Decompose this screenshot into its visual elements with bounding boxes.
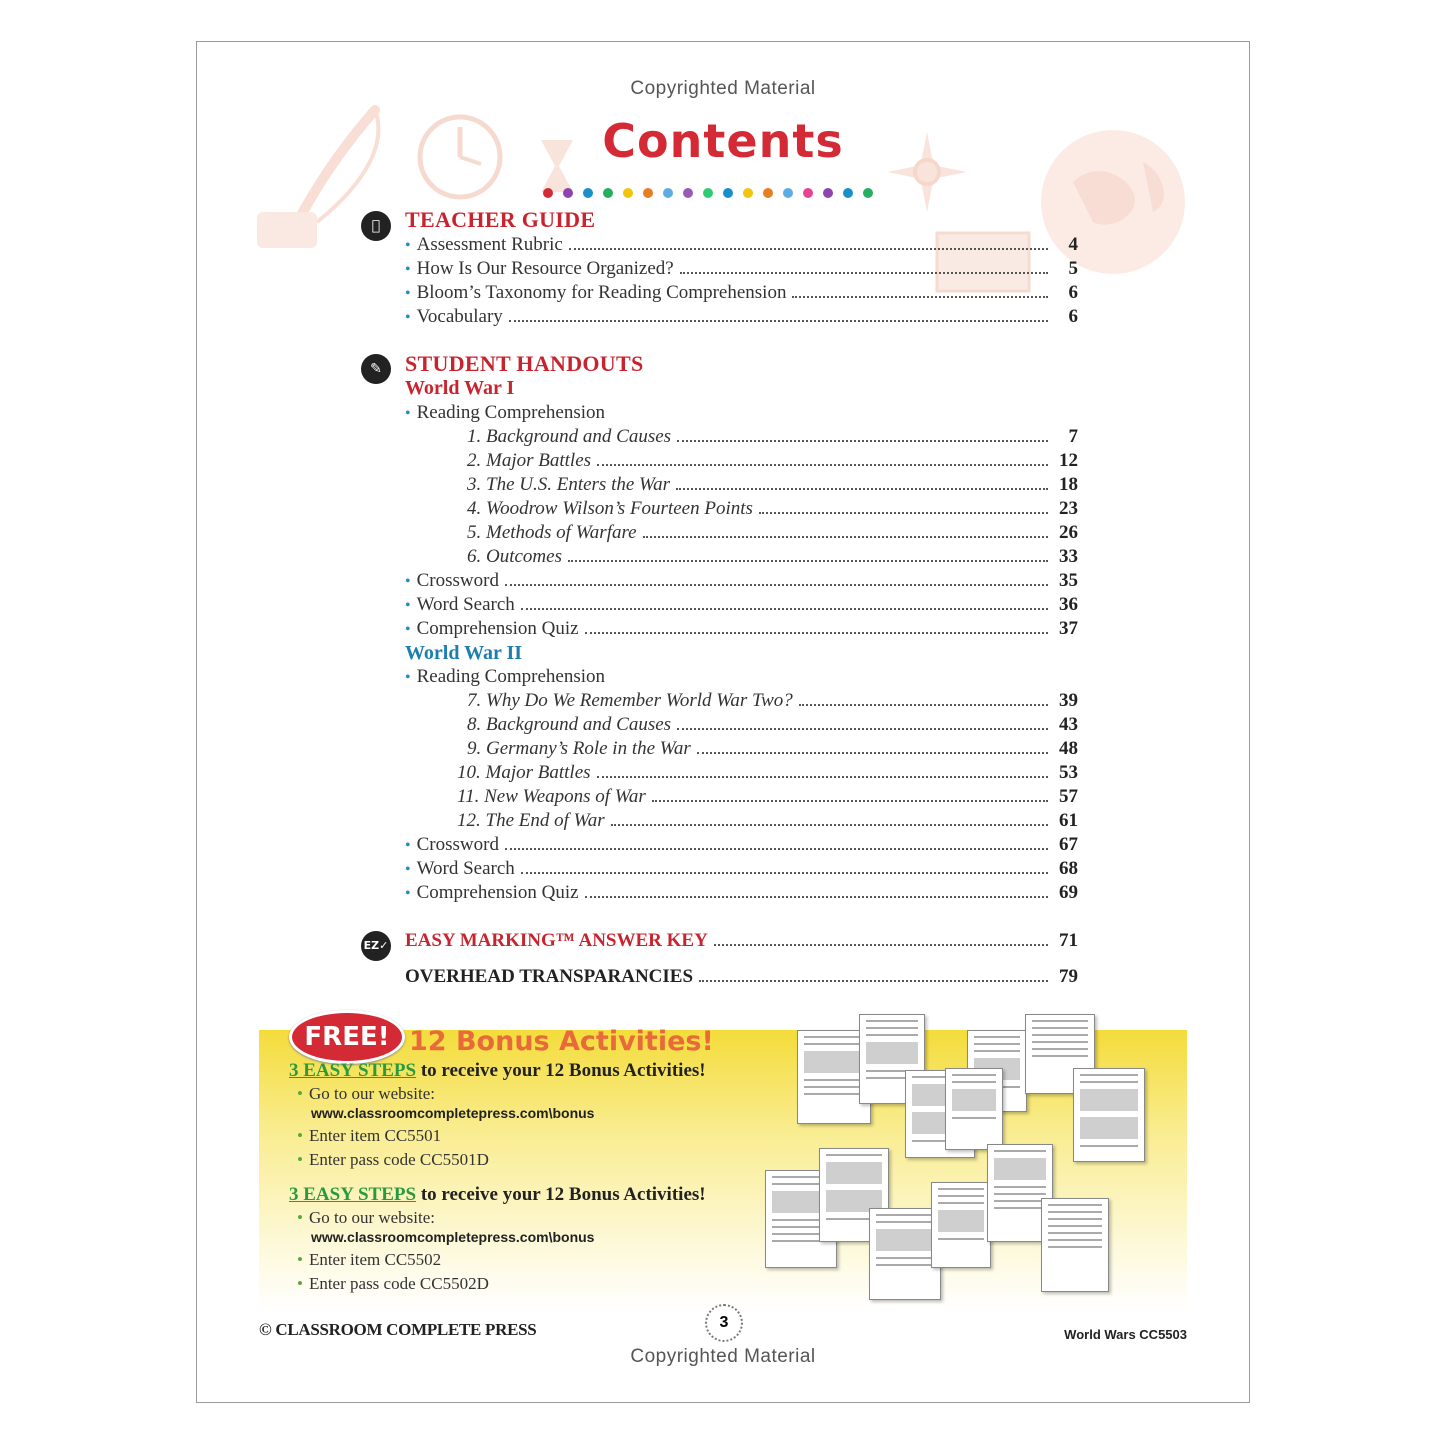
overhead-row[interactable]: [405, 966, 1078, 990]
toc-entry-label: Crossword: [416, 834, 499, 855]
dot-leader: [759, 512, 1048, 514]
page-number: 36: [1059, 594, 1078, 615]
page-number: 53: [1059, 762, 1078, 783]
page-number: 18: [1059, 474, 1078, 495]
dot-leader: [676, 488, 1048, 490]
toc-entry-label: 11. New Weapons of War: [457, 786, 646, 807]
dot-leader: [677, 728, 1048, 730]
bonus-item-1: • Enter item CC5501: [297, 1126, 442, 1145]
bonus-title: 12 Bonus Activities!: [409, 1026, 714, 1057]
page-number: 26: [1059, 522, 1078, 543]
page-number: 37: [1059, 618, 1078, 639]
decorative-dot: [763, 188, 773, 198]
bullet-icon: •: [405, 285, 411, 302]
document-page: [196, 41, 1250, 1403]
toc-entry-label: 3. The U.S. Enters the War: [467, 474, 671, 495]
answer-key-row[interactable]: [405, 930, 1078, 954]
toc-entry[interactable]: [467, 714, 1078, 738]
toc-entry[interactable]: [457, 786, 1078, 810]
dot-leader: [509, 320, 1048, 322]
decorative-dot: [743, 188, 753, 198]
bullet-icon: •: [405, 669, 411, 686]
toc-entry[interactable]: [405, 234, 1078, 258]
dot-leader: [585, 896, 1048, 898]
bonus-website-label-1: • Go to our website:: [297, 1084, 436, 1103]
toc-entry-label: How Is Our Resource Organized?: [416, 258, 674, 279]
overhead-label: OVERHEAD TRANSPARANCIES: [405, 966, 694, 987]
copyright-footer: Copyrighted Material: [630, 1346, 816, 1367]
dot-leader: [505, 584, 1048, 586]
page-number: 39: [1059, 690, 1078, 711]
dot-leader: [568, 560, 1048, 562]
toc-entry-label: 12. The End of War: [457, 810, 605, 831]
decorative-dot: [783, 188, 793, 198]
toc-entry-label: Crossword: [416, 570, 499, 591]
toc-entry-label: Word Search: [416, 858, 515, 879]
toc-entry[interactable]: [467, 690, 1078, 714]
page-number: 23: [1059, 498, 1078, 519]
student-handouts-heading: STUDENT HANDOUTS: [405, 351, 644, 376]
free-badge: FREE!: [289, 1010, 405, 1064]
pass-text: Enter pass code CC5502D: [308, 1274, 489, 1293]
dot-leader: [652, 800, 1048, 802]
page-number: 12: [1059, 450, 1078, 471]
page-number: 4: [1068, 234, 1078, 255]
bonus-website-label-2: • Go to our website:: [297, 1208, 436, 1227]
toc-entry-label: Vocabulary: [416, 306, 503, 327]
decorative-dot: [563, 188, 573, 198]
bullet-icon: •: [405, 861, 411, 878]
decorative-dot: [803, 188, 813, 198]
reading-comprehension-heading: [405, 666, 605, 690]
page-number-badge: 3: [705, 1304, 743, 1342]
dot-leader: [643, 536, 1048, 538]
worksheet-thumbnail: [1073, 1068, 1145, 1162]
toc-entry[interactable]: [405, 882, 1078, 906]
easy-steps-link-2[interactable]: 3 EASY STEPS: [289, 1184, 417, 1205]
dot-leader: [799, 704, 1048, 706]
page-number: 33: [1059, 546, 1078, 567]
toc-entry[interactable]: [405, 618, 1078, 642]
steps-line-1: [289, 1060, 706, 1082]
worksheet-thumbnail: [931, 1182, 991, 1268]
teacher-guide-heading: TEACHER GUIDE: [405, 207, 596, 232]
toc-entry[interactable]: [467, 450, 1078, 474]
reading-comprehension-heading: [405, 402, 605, 426]
bullet-icon: •: [405, 261, 411, 278]
toc-entry[interactable]: [405, 594, 1078, 618]
website-label-text: Go to our website:: [308, 1084, 436, 1103]
bullet-icon: •: [405, 837, 411, 854]
toc-entry[interactable]: [405, 282, 1078, 306]
toc-entry-label: Comprehension Quiz: [416, 618, 579, 639]
page-number: 7: [1068, 426, 1078, 447]
page-number: 35: [1059, 570, 1078, 591]
dot-leader: [611, 824, 1048, 826]
reading-comprehension-label: Reading Comprehension: [416, 402, 605, 423]
toc-entry-label: 10. Major Battles: [457, 762, 591, 783]
decorative-dot: [643, 188, 653, 198]
toc-entry[interactable]: [467, 522, 1078, 546]
decorative-dot: [823, 188, 833, 198]
item-text: Enter item CC5502: [308, 1250, 442, 1269]
product-code: World Wars CC5503: [1064, 1327, 1187, 1342]
page-number: 6: [1068, 282, 1078, 303]
decorative-dot: [543, 188, 553, 198]
bonus-item-2: • Enter item CC5502: [297, 1250, 442, 1269]
page-number: 48: [1059, 738, 1078, 759]
dot-leader: [697, 752, 1048, 754]
toc-entry-label: 9. Germany’s Role in the War: [467, 738, 691, 759]
bullet-icon: •: [405, 885, 411, 902]
page-number: 67: [1059, 834, 1078, 855]
bonus-url-1[interactable]: www.classroomcompletepress.com\bonus: [311, 1105, 595, 1121]
apple-icon: [361, 211, 391, 241]
dot-leader: [597, 776, 1048, 778]
bullet-icon: •: [405, 237, 411, 254]
dot-leader: [597, 464, 1048, 466]
toc-entry-label: Assessment Rubric: [416, 234, 563, 255]
decorative-dot: [583, 188, 593, 198]
decorative-dot: [723, 188, 733, 198]
dot-leader: [714, 944, 1048, 946]
page-number: 5: [1068, 258, 1078, 279]
bonus-pass-1: • Enter pass code CC5501D: [297, 1150, 489, 1169]
page-number: 79: [1059, 966, 1078, 987]
dot-leader: [505, 848, 1048, 850]
bullet-icon: •: [405, 573, 411, 590]
decorative-dot: [623, 188, 633, 198]
toc-entry[interactable]: [467, 738, 1078, 762]
bonus-pass-2: • Enter pass code CC5502D: [297, 1274, 489, 1293]
dot-leader: [680, 272, 1048, 274]
item-text: Enter item CC5501: [308, 1126, 442, 1145]
toc-entry-label: 7. Why Do We Remember World War Two?: [467, 690, 793, 711]
toc-entry[interactable]: [457, 762, 1078, 786]
decorative-dot-row: [543, 188, 873, 198]
toc-entry-label: 2. Major Battles: [467, 450, 592, 471]
dot-leader: [699, 980, 1048, 982]
toc-entry[interactable]: [467, 546, 1078, 570]
pass-text: Enter pass code CC5501D: [308, 1150, 489, 1169]
world-war-1-heading: World War I: [405, 377, 515, 399]
decorative-dot: [663, 188, 673, 198]
toc-entry[interactable]: [467, 498, 1078, 522]
steps-line-2: [289, 1184, 706, 1206]
decorative-dot: [703, 188, 713, 198]
dot-leader: [677, 440, 1048, 442]
worksheet-thumbnail: [945, 1068, 1003, 1150]
toc-entry-label: Word Search: [416, 594, 515, 615]
toc-entry-label: 1. Background and Causes: [467, 426, 672, 447]
toc-entry[interactable]: [405, 834, 1078, 858]
worksheet-thumbnail: [1041, 1198, 1109, 1292]
publisher-logo: © CLASSROOM COMPLETE PRESS: [259, 1320, 537, 1339]
bonus-url-2[interactable]: www.classroomcompletepress.com\bonus: [311, 1229, 595, 1245]
pencil-icon: ✎: [361, 354, 391, 384]
copyright-header: Copyrighted Material: [630, 78, 816, 99]
toc-entry[interactable]: [467, 426, 1078, 450]
toc-entry[interactable]: [405, 306, 1078, 330]
decorative-dot: [603, 188, 613, 198]
toc-entry-label: 4. Woodrow Wilson’s Fourteen Points: [467, 498, 753, 519]
dot-leader: [521, 608, 1048, 610]
dot-leader: [521, 872, 1048, 874]
toc-entry-label: Comprehension Quiz: [416, 882, 579, 903]
toc-entry-label: 8. Background and Causes: [467, 714, 672, 735]
toc-entry-label: 6. Outcomes: [467, 546, 562, 567]
world-war-2-heading: World War II: [405, 642, 523, 664]
ez-check-icon: EZ✓: [361, 931, 391, 961]
decorative-dot: [683, 188, 693, 198]
dot-leader: [585, 632, 1048, 634]
bullet-icon: •: [405, 621, 411, 638]
bullet-icon: •: [405, 405, 411, 422]
bullet-icon: •: [405, 597, 411, 614]
website-label-text: Go to our website:: [308, 1208, 436, 1227]
steps-text-1: to receive your 12 Bonus Activities!: [416, 1060, 706, 1081]
toc-entry[interactable]: [457, 810, 1078, 834]
steps-text-2: to receive your 12 Bonus Activities!: [416, 1184, 706, 1205]
toc-entry-label: Bloom’s Taxonomy for Reading Comprehension: [416, 282, 787, 303]
toc-entry[interactable]: [405, 858, 1078, 882]
dot-leader: [792, 296, 1048, 298]
decorative-dot: [843, 188, 853, 198]
page-number: 69: [1059, 882, 1078, 903]
reading-comprehension-label: Reading Comprehension: [416, 666, 605, 687]
toc-entry[interactable]: [405, 570, 1078, 594]
page-number: 57: [1059, 786, 1078, 807]
dot-leader: [569, 248, 1048, 250]
page-number: 71: [1059, 930, 1078, 951]
toc-entry[interactable]: [405, 258, 1078, 282]
page-number: 61: [1059, 810, 1078, 831]
page-number: 6: [1068, 306, 1078, 327]
toc-entry[interactable]: [467, 474, 1078, 498]
page-number: 68: [1059, 858, 1078, 879]
easy-steps-link-1[interactable]: 3 EASY STEPS: [289, 1060, 417, 1081]
toc-entry-label: 5. Methods of Warfare: [467, 522, 637, 543]
bullet-icon: •: [405, 309, 411, 326]
answer-key-label: EASY MARKING™ ANSWER KEY: [405, 930, 708, 951]
page-title: Contents: [602, 114, 844, 168]
decorative-dot: [863, 188, 873, 198]
page-number: 43: [1059, 714, 1078, 735]
